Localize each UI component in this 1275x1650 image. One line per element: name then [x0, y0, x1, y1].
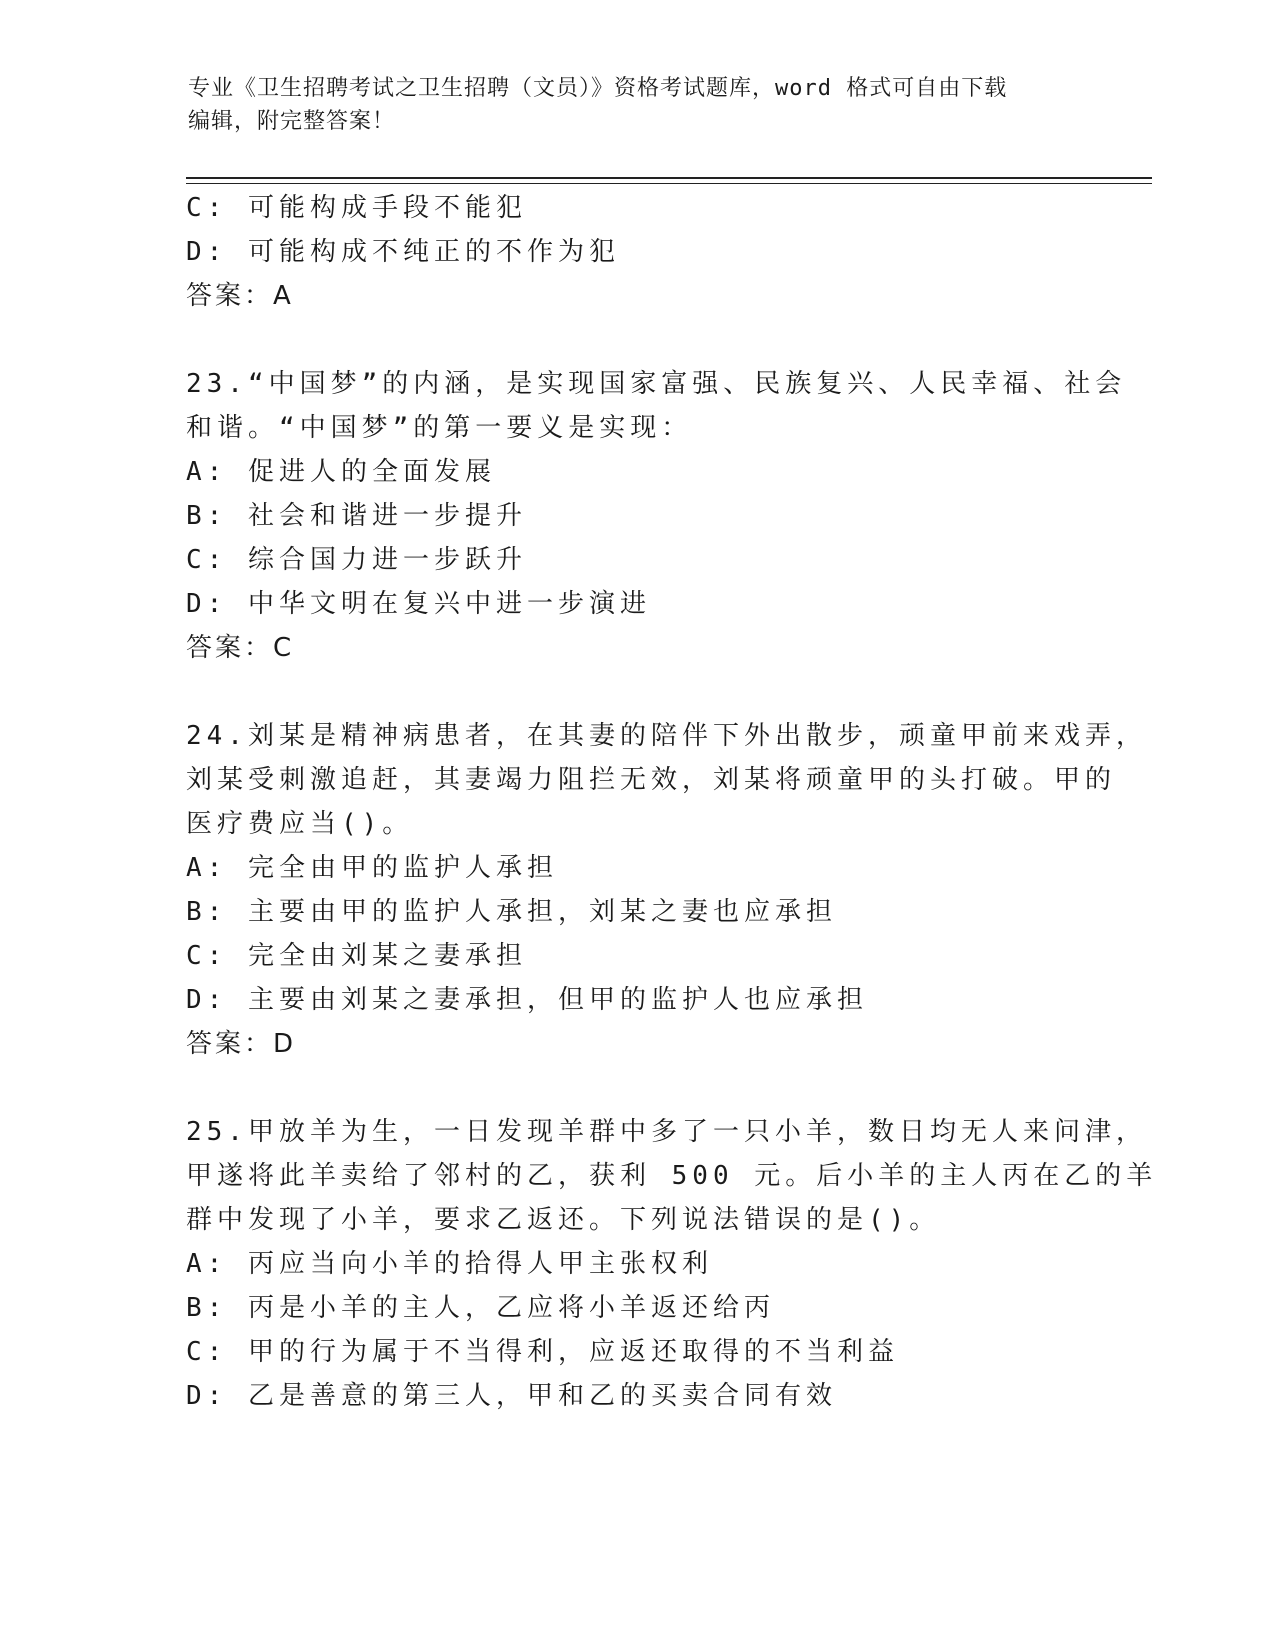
q22-answer: 答案：A [186, 281, 294, 311]
q22-option-d: D: 可能构成不纯正的不作为犯 [186, 237, 620, 267]
q24-option-c: C: 完全由刘某之妻承担 [186, 941, 527, 971]
header-line-2: 编辑，附完整答案！ [188, 109, 396, 134]
q25-option-d: D: 乙是善意的第三人，甲和乙的买卖合同有效 [186, 1381, 837, 1411]
q25-option-b: B: 丙是小羊的主人，乙应将小羊返还给丙 [186, 1293, 775, 1323]
q23-stem-line-1: 23.“中国梦”的内涵，是实现国家富强、民族复兴、人民幸福、社会 [186, 369, 1127, 399]
q25-option-a: A: 丙应当向小羊的拾得人甲主张权利 [186, 1249, 713, 1279]
header-line-1: 专业《卫生招聘考试之卫生招聘（文员）》资格考试题库，word 格式可自由下载 [188, 76, 1008, 101]
q24-stem-line-2: 刘某受刺激追赶，其妻竭力阻拦无效，刘某将顽童甲的头打破。甲的 [186, 765, 1117, 795]
q25-stem-line-2: 甲遂将此羊卖给了邻村的乙，获利 500 元。后小羊的主人丙在乙的羊 [186, 1161, 1158, 1191]
q24-stem-line-3: 医疗费应当()。 [186, 809, 414, 839]
header-divider-thin [186, 183, 1152, 184]
q22-option-c: C: 可能构成手段不能犯 [186, 193, 527, 223]
q23-option-b: B: 社会和谐进一步提升 [186, 501, 527, 531]
q23-answer: 答案：C [186, 633, 295, 663]
q24-option-b: B: 主要由甲的监护人承担，刘某之妻也应承担 [186, 897, 837, 927]
q23-stem-line-2: 和谐。“中国梦”的第一要义是实现： [186, 413, 693, 443]
q23-option-c: C: 综合国力进一步跃升 [186, 545, 527, 575]
q24-option-a: A: 完全由甲的监护人承担 [186, 853, 558, 883]
q25-option-c: C: 甲的行为属于不当得利，应返还取得的不当利益 [186, 1337, 899, 1367]
header-divider-thick [186, 177, 1152, 179]
q25-stem-line-3: 群中发现了小羊，要求乙返还。下列说法错误的是()。 [186, 1205, 941, 1235]
q23-option-a: A: 促进人的全面发展 [186, 457, 496, 487]
q24-option-d: D: 主要由刘某之妻承担，但甲的监护人也应承担 [186, 985, 868, 1015]
q23-option-d: D: 中华文明在复兴中进一步演进 [186, 589, 651, 619]
document-header [188, 72, 1088, 138]
q24-answer: 答案：D [186, 1029, 297, 1059]
q24-stem-line-1: 24.刘某是精神病患者，在其妻的陪伴下外出散步，顽童甲前来戏弄， [186, 721, 1147, 751]
q25-stem-line-1: 25.甲放羊为生，一日发现羊群中多了一只小羊，数日均无人来问津， [186, 1117, 1147, 1147]
